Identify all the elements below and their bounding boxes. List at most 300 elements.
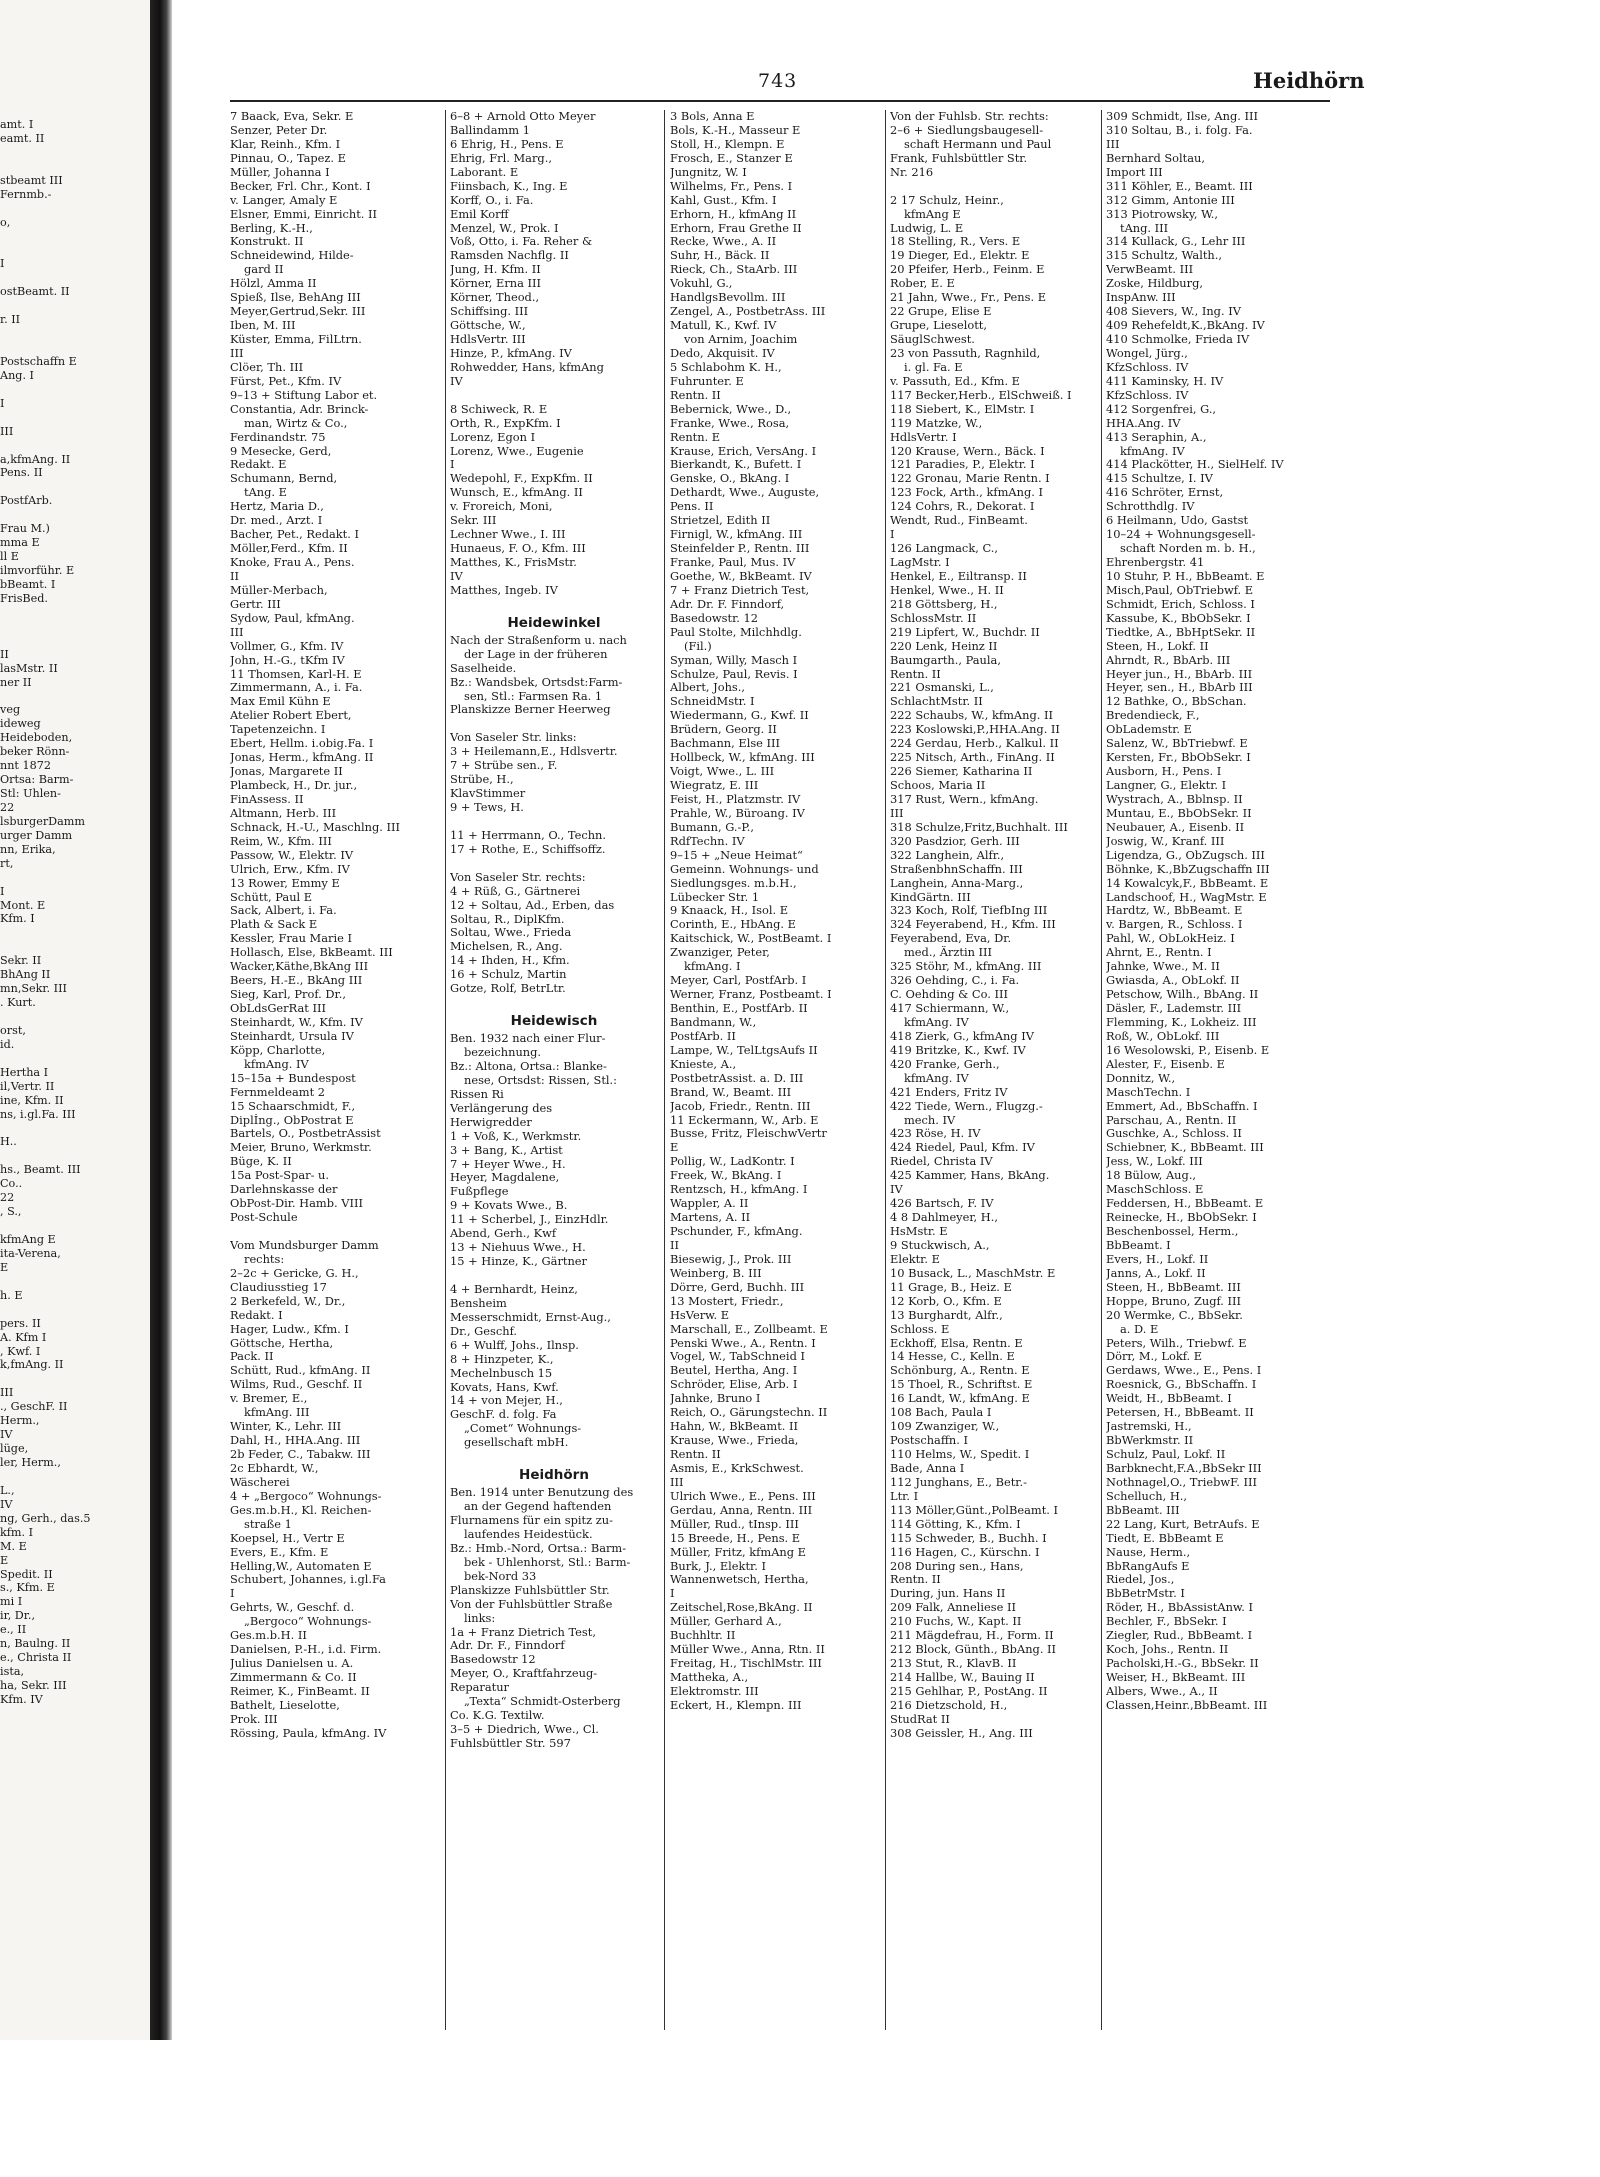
directory-entry: Fernmeldeamt 2 <box>230 1085 326 1099</box>
directory-entry: Bumann, G.-P., <box>670 820 754 834</box>
fragment-line: ilmvorführ. E <box>0 564 75 577</box>
fragment-line: kfm. I <box>0 1525 34 1539</box>
fragment-line: hs., Beamt. III <box>0 1163 81 1177</box>
directory-entry: 222 Schaubs, W., kfmAng. II <box>890 709 1053 723</box>
directory-entry: v. Froreich, Moni, <box>450 500 553 514</box>
directory-entry: Bz.: Altona, Ortsa.: Blanke- <box>450 1059 607 1073</box>
directory-entry: 208 During sen., Hans, <box>890 1559 1024 1573</box>
fragment-line: beker Rönn- <box>0 745 70 759</box>
directory-entry: Steinhardt, Ursula IV <box>230 1029 354 1043</box>
directory-entry: 2–6 + Siedlungsbaugesell- <box>890 123 1044 137</box>
directory-entry: Reparatur <box>450 1681 509 1695</box>
directory-entry: 325 Stöhr, M., kfmAng. III <box>890 960 1042 974</box>
directory-entry: 310 Soltau, B., i. folg. Fa. <box>1106 123 1253 137</box>
directory-entry: 5 Schlabohm K. H., <box>670 360 782 374</box>
directory-entry: 18 Stelling, R., Vers. E <box>890 235 1021 249</box>
directory-entry: 322 Langhein, Alfr., <box>890 848 1005 862</box>
directory-entry: Hollasch, Else, BkBeamt. III <box>230 946 393 960</box>
directory-entry: Von der Fuhlsb. Str. rechts: <box>890 110 1049 123</box>
directory-entry: Pinnau, O., Tapez. E <box>230 151 346 165</box>
directory-entry: 15–15a + Bundespost <box>230 1071 356 1085</box>
directory-entry: Von der Fuhlsbüttler Straße <box>450 1597 613 1611</box>
bottom-margin <box>0 2040 1440 2177</box>
fragment-line <box>0 508 148 522</box>
directory-entry: Tapetenzeichn. I <box>230 723 326 737</box>
directory-entry: Körner, Erna III <box>450 277 542 291</box>
fragment-line <box>0 383 148 397</box>
directory-entry: Lorenz, Egon I <box>450 430 536 444</box>
directory-entry: 10–24 + Wohnungsgesell- <box>1106 528 1256 542</box>
directory-entry: Bierkandt, K., Bufett. I <box>670 458 802 472</box>
directory-entry: Janns, A., Lokf. II <box>1106 1266 1206 1280</box>
directory-entry: Langner, G., Elektr. I <box>1106 779 1227 792</box>
directory-entry: straße 1 <box>244 1517 292 1531</box>
fragment-line: , S., <box>0 1205 22 1219</box>
directory-entry: Altmann, Herb. III <box>230 806 337 820</box>
directory-entry: Busse, Fritz, FleischwVertr <box>670 1127 827 1141</box>
directory-entry: 9 Stuckwisch, A., <box>890 1238 990 1252</box>
directory-entry: Michelsen, R., Ang. <box>450 940 563 954</box>
directory-entry: Brand, W., Beamt. III <box>670 1085 792 1099</box>
directory-entry: Pens. II <box>670 500 714 514</box>
fragment-line: orst, <box>0 1023 26 1037</box>
directory-entry: Senzer, Peter Dr. <box>230 123 328 137</box>
directory-entry: 6 + Wulff, Johs., Ilnsp. <box>450 1338 579 1352</box>
directory-entry: 10 Stuhr, P. H., BbBeamt. E <box>1106 569 1265 583</box>
directory-entry: der Lage in der früheren <box>464 647 608 661</box>
directory-entry: 411 Kaminsky, H. IV <box>1106 374 1224 388</box>
directory-entry: nese, Ortsdst: Rissen, Stl.: <box>464 1073 617 1087</box>
directory-entry: kfmAng. IV <box>904 1071 969 1085</box>
directory-entry: Suhr, H., Bäck. II <box>670 249 770 263</box>
fragment-line <box>0 1219 148 1233</box>
directory-entry: InspAnw. III <box>1106 291 1176 305</box>
directory-entry: Rentzsch, H., kfmAng. I <box>670 1183 808 1197</box>
directory-entry: Gwiasda, A., ObLokf. II <box>1106 974 1240 988</box>
directory-entry: „Comet“ Wohnungs- <box>464 1422 582 1436</box>
fragment-line: ista, <box>0 1665 25 1679</box>
directory-entry: 22 Grupe, Elise E <box>890 305 992 319</box>
directory-entry: Beschenbossel, Herm., <box>1106 1225 1239 1238</box>
directory-entry: 11 + Scherbel, J., EinzHdlr. <box>450 1213 609 1227</box>
directory-entry: Jonas, Margarete II <box>230 765 343 779</box>
directory-entry: Henkel, Wwe., H. II <box>890 583 1004 597</box>
directory-entry: Muntau, E., BbObSekr. II <box>1106 806 1252 820</box>
directory-entry: Jahnke, Wwe., M. II <box>1106 960 1220 974</box>
directory-entry: 326 Oehding, C., i. Fa. <box>890 974 1020 988</box>
fragment-line: Kfm. I <box>0 912 35 926</box>
directory-entry: Pack. II <box>230 1350 274 1364</box>
column-1 <box>230 110 442 1741</box>
directory-entry: Meyer, O., Kraftfahrzeug- <box>450 1667 598 1681</box>
directory-entry: Wedepohl, F., ExpKfm. II <box>450 472 593 486</box>
fragment-line: Fernmb.- <box>0 187 52 201</box>
directory-entry: Planskizze Fuhlsbüttler Str. <box>450 1583 610 1597</box>
column-5 <box>1106 110 1320 1713</box>
fragment-line: pers. II <box>0 1316 41 1330</box>
directory-entry: Co. K.G. Textilw. <box>450 1709 545 1723</box>
directory-entry: a. D. E <box>1120 1322 1159 1336</box>
directory-entry: Biesewig, J., Prok. III <box>670 1252 792 1266</box>
fragment-line: A. Kfm I <box>0 1330 47 1344</box>
directory-entry: RdfTechn. IV <box>670 834 745 848</box>
column-divider <box>1101 110 1102 2030</box>
directory-entry: Koch, Johs., Rentn. II <box>1106 1643 1229 1657</box>
fragment-line <box>0 926 148 940</box>
directory-entry: Zoske, Hildburg, <box>1106 277 1203 291</box>
directory-entry: Riedel, Jos., <box>1106 1573 1175 1587</box>
directory-entry: Krause, Wwe., Frieda, <box>670 1434 799 1448</box>
directory-entry: KindGärtn. III <box>890 890 971 904</box>
directory-entry: 18 Bülow, Aug., <box>1106 1169 1197 1183</box>
fragment-line: H.. <box>0 1135 17 1149</box>
directory-entry: Bachmann, Else III <box>670 737 781 751</box>
directory-entry: 219 Lipfert, W., Buchdr. II <box>890 625 1040 639</box>
directory-entry: Paul Stolte, Milchhdlg. <box>670 625 802 639</box>
fragment-line: mi I <box>0 1595 23 1609</box>
directory-entry: Hager, Ludw., Kfm. I <box>230 1322 349 1336</box>
fragment-line: Hertha I <box>0 1065 49 1079</box>
directory-entry: Ramsden Nachflg. II <box>450 249 569 263</box>
fragment-line <box>0 341 148 355</box>
directory-entry: PostbetrAssist. a. D. III <box>670 1071 804 1085</box>
directory-entry: Hardtz, W., BbBeamt. E <box>1106 904 1243 918</box>
fragment-line: s., Kfm. E <box>0 1581 55 1595</box>
directory-entry: 11 Grage, B., Heiz. E <box>890 1280 1012 1294</box>
directory-entry: I <box>890 528 895 542</box>
directory-entry: Becker, Frl. Chr., Kont. I <box>230 179 371 193</box>
directory-entry: Jess, W., Lokf. III <box>1106 1155 1203 1169</box>
directory-entry: links: <box>464 1611 496 1625</box>
directory-entry: Ludwig, L. E <box>890 221 964 235</box>
directory-entry: Gerdaws, Wwe., E., Pens. I <box>1106 1364 1262 1378</box>
directory-entry: Jastremski, H., <box>1106 1420 1192 1434</box>
directory-entry: Jacob, Friedr., Rentn. III <box>670 1099 811 1113</box>
directory-entry: 11 Thomsen, Karl-H. E <box>230 667 362 681</box>
fragment-line: ir, Dr., <box>0 1609 36 1623</box>
directory-entry: Zwanziger, Peter, <box>670 946 770 960</box>
directory-entry: Berling, K.-H., <box>230 221 313 235</box>
directory-entry: Kovats, Hans, Kwf. <box>450 1380 559 1394</box>
directory-entry: 112 Junghans, E., Betr.- <box>890 1475 1027 1489</box>
directory-entry: 2 17 Schulz, Heinr., <box>890 193 1004 207</box>
fragment-line: Ortsa: Barm- <box>0 773 74 787</box>
directory-entry: Roß, W., ObLokf. III <box>1106 1029 1220 1043</box>
directory-entry: Ausborn, H., Pens. I <box>1106 765 1222 779</box>
directory-entry: MaschSchloss. E <box>1106 1183 1204 1197</box>
fragment-line: Stl: Uhlen- <box>0 787 61 800</box>
directory-entry: 424 Riedel, Paul, Kfm. IV <box>890 1141 1035 1155</box>
directory-entry: 6–8 + Arnold Otto Meyer <box>450 110 596 123</box>
directory-entry: Herwigredder <box>450 1115 532 1129</box>
directory-entry: Wongel, Jürg., <box>1106 346 1188 360</box>
fragment-line: nnt 1872 <box>0 759 51 773</box>
fragment-line: ng, Gerh., das.5 <box>0 1511 91 1525</box>
fragment-line: Pens. II <box>0 466 43 480</box>
directory-entry: C. Oehding & Co. III <box>890 988 1009 1002</box>
directory-entry: Weinberg, B. III <box>670 1266 762 1280</box>
directory-entry: KlavStimmer <box>450 787 526 801</box>
directory-entry: 16 + Schulz, Martin <box>450 968 567 982</box>
directory-entry: Bredendieck, F., <box>1106 709 1200 723</box>
directory-entry: Basedowstr 12 <box>450 1653 536 1667</box>
street-heading: Heidhörn <box>519 1467 589 1484</box>
directory-entry: Elsner, Emmi, Einricht. II <box>230 207 378 221</box>
directory-entry: MaschTechn. I <box>1106 1085 1191 1099</box>
directory-entry: Vollmer, G., Kfm. IV <box>230 639 344 653</box>
edge-dark-block <box>1440 0 1600 2177</box>
fragment-line: ine, Kfm. II <box>0 1093 64 1107</box>
directory-entry: I <box>450 458 455 472</box>
directory-entry: Syman, Willy, Masch I <box>670 653 798 667</box>
directory-entry: Bols, K.-H., Masseur E <box>670 123 801 137</box>
fragment-line: II <box>0 647 9 661</box>
directory-entry: 15 Breede, H., Pens. E <box>670 1531 801 1545</box>
directory-entry: laufendes Heidestück. <box>464 1527 593 1541</box>
directory-entry: 122 Gronau, Marie Rentn. I <box>890 472 1050 486</box>
directory-entry: Knieste, A., <box>670 1057 737 1071</box>
directory-entry: Dörr, M., Lokf. E <box>1106 1350 1203 1364</box>
directory-entry: Neubauer, A., Eisenb. II <box>1106 820 1245 834</box>
directory-entry: 224 Gerdau, Herb., Kalkul. II <box>890 737 1059 751</box>
directory-entry: II <box>670 1238 679 1252</box>
directory-entry: Hollbeck, W., kfmAng. III <box>670 751 815 765</box>
directory-entry: Schröder, Elise, Arb. I <box>670 1378 798 1392</box>
directory-entry: Bernhard Soltau, <box>1106 151 1206 165</box>
directory-entry: 410 Schmolke, Frieda IV <box>1106 333 1250 346</box>
directory-entry: 7 + Franz Dietrich Test, <box>670 583 810 597</box>
directory-entry: Siedlungsges. m.b.H., <box>670 876 797 890</box>
fragment-line: stbeamt III <box>0 173 63 187</box>
fragment-line: ostBeamt. II <box>0 285 70 299</box>
directory-entry: Hertz, Maria D., <box>230 500 324 514</box>
directory-entry: gesellschaft mbH. <box>464 1436 569 1450</box>
directory-entry: 120 Krause, Wern., Bäck. I <box>890 444 1045 458</box>
directory-entry: Nothnagel,O., TriebwF. III <box>1106 1475 1258 1489</box>
directory-entry: 7 Baack, Eva, Sekr. E <box>230 110 354 123</box>
directory-entry: „Texta“ Schmidt-Osterberg <box>464 1695 621 1709</box>
directory-entry: Jonas, Herm., kfmAng. II <box>230 751 374 765</box>
directory-entry: Nach der Straßenform u. nach <box>450 633 627 647</box>
fragment-line <box>0 327 148 341</box>
directory-entry: von Arnim, Joachim <box>684 333 798 346</box>
directory-entry: Passow, W., Elektr. IV <box>230 848 354 862</box>
directory-entry: BbRangAufs E <box>1106 1559 1190 1573</box>
fragment-line: , Kwf. I <box>0 1344 41 1358</box>
fragment-line: Frau M.) <box>0 522 50 536</box>
directory-entry: Schloss. E <box>890 1322 950 1336</box>
directory-entry: Evers, E., Kfm. E <box>230 1545 329 1559</box>
directory-entry: Nr. 216 <box>890 165 934 179</box>
directory-entry: Lorenz, Wwe., Eugenie <box>450 444 584 458</box>
directory-entry: Rissen Ri <box>450 1087 504 1101</box>
directory-entry: 14 + Ihden, H., Kfm. <box>450 954 570 968</box>
directory-entry: Joswig, W., Kranf. III <box>1106 834 1225 848</box>
directory-entry: Eckert, H., Klempn. III <box>670 1698 802 1712</box>
fragment-line: ha, Sekr. III <box>0 1679 67 1692</box>
fragment-line: Mont. E <box>0 898 46 912</box>
directory-entry: 121 Paradies, P., Elektr. I <box>890 458 1035 472</box>
column-divider <box>445 110 446 2030</box>
street-heading: Heidewisch <box>510 1013 598 1030</box>
directory-entry: Bacher, Pet., Redakt. I <box>230 528 360 542</box>
directory-entry: GeschF. d. folg. Fa <box>450 1408 557 1422</box>
column-divider <box>885 110 886 2030</box>
directory-entry: Mechelnbusch 15 <box>450 1366 553 1380</box>
fragment-line: e., Christa II <box>0 1651 72 1665</box>
directory-entry: 2b Feder, C., Tabakw. III <box>230 1448 371 1461</box>
directory-entry: Iben, M. III <box>230 319 296 333</box>
fragment-line: FrisBed. <box>0 591 48 605</box>
directory-entry: 15a Post-Spar- u. <box>230 1169 329 1183</box>
fragment-line: PostfArb. <box>0 494 53 508</box>
directory-entry: 12 Bathke, O., BbSchan. <box>1106 695 1247 709</box>
directory-entry: 308 Geissler, H., Ang. III <box>890 1726 1033 1740</box>
directory-entry: 413 Seraphin, A., <box>1106 430 1207 444</box>
directory-entry: 114 Götting, K., Kfm. I <box>890 1517 1021 1531</box>
directory-entry: Danielsen, P.-H., i.d. Firm. <box>230 1643 382 1657</box>
directory-entry: 9 Knaack, H., Isol. E <box>670 904 789 918</box>
fragment-line <box>0 940 148 954</box>
directory-entry: Müller, Johanna I <box>230 165 330 179</box>
directory-entry: Kaitschick, W., PostBeamt. I <box>670 932 832 946</box>
directory-entry: Fußpflege <box>450 1185 509 1199</box>
directory-entry: Salenz, W., BbTriebwf. E <box>1106 737 1248 751</box>
directory-entry: 9 + Tews, H. <box>450 801 524 814</box>
fragment-line <box>0 243 148 257</box>
directory-entry: III <box>230 346 244 360</box>
directory-entry: Matull, K., Kwf. IV <box>670 319 777 333</box>
directory-entry: 3–5 + Diedrich, Wwe., Cl. <box>450 1723 599 1737</box>
directory-entry: Weidt, H., BbBeamt. I <box>1106 1392 1232 1406</box>
directory-entry: Bathelt, Lieselotte, <box>230 1698 340 1712</box>
directory-entry: Wiegratz, E. III <box>670 779 759 792</box>
directory-entry: 318 Schulze,Fritz,Buchhalt. III <box>890 820 1068 834</box>
directory-entry: 13 Mostert, Friedr., <box>670 1294 784 1308</box>
directory-entry: Gertr. III <box>230 597 281 611</box>
directory-entry: Reim, W., Kfm. III <box>230 834 332 848</box>
directory-entry: Rössing, Paula, kfmAng. IV <box>230 1726 387 1740</box>
directory-entry: 15 Schaarschmidt, F., <box>230 1099 356 1113</box>
directory-entry: E <box>670 1141 679 1155</box>
directory-entry: Abend, Gerh., Kwf <box>450 1227 557 1241</box>
fragment-line: r. II <box>0 313 21 327</box>
directory-entry: Schumann, Bernd, <box>230 472 338 486</box>
directory-entry: Tiedtke, A., BbHptSekr. II <box>1106 625 1256 639</box>
directory-entry: Wacker,Käthe,BkAng III <box>230 960 369 974</box>
fragment-line: n, Baulng. II <box>0 1637 71 1651</box>
directory-entry: VerwBeamt. III <box>1106 263 1194 277</box>
directory-entry: Rentn. II <box>890 667 941 681</box>
directory-entry: Ligendza, G., ObZugsch. III <box>1106 848 1265 862</box>
directory-entry: Feist, H., Platzmstr. IV <box>670 792 801 806</box>
directory-entry: Wäscherei <box>230 1475 290 1489</box>
directory-entry: 22 Lang, Kurt, BetrAufs. E <box>1106 1517 1260 1531</box>
fragment-line <box>0 1052 148 1066</box>
directory-entry: Bechler, F., BbSekr. I <box>1106 1615 1227 1629</box>
directory-entry: During, jun. Hans II <box>890 1587 1006 1601</box>
directory-entry: 317 Rust, Wern., kfmAng. <box>890 792 1039 806</box>
directory-entry: Sydow, Paul, kfmAng. <box>230 611 355 625</box>
fragment-line: Spedit. II <box>0 1567 53 1581</box>
directory-entry: 315 Schultz, Walth., <box>1106 249 1222 263</box>
fragment-line: bBeamt. I <box>0 577 56 591</box>
directory-entry: Ltr. I <box>890 1489 919 1503</box>
fragment-line: BhAng II <box>0 968 51 982</box>
directory-entry: BbWerkmstr. II <box>1106 1434 1194 1448</box>
directory-entry: Schneidewind, Hilde- <box>230 249 354 263</box>
directory-entry: 408 Sievers, W., Ing. IV <box>1106 305 1241 319</box>
directory-entry: Krause, Erich, VersAng. I <box>670 444 817 458</box>
directory-entry: Plambeck, H., Dr. jur., <box>230 779 358 792</box>
directory-entry: Kahl, Gust., Kfm. I <box>670 193 777 207</box>
directory-entry: Schmidt, Erich, Schloss. I <box>1106 597 1255 611</box>
fragment-line: Ang. I <box>0 368 34 382</box>
directory-entry: 2 Berkefeld, W., Dr., <box>230 1294 346 1308</box>
directory-entry: 213 Stut, R., KlavB. II <box>890 1657 1017 1671</box>
fragment-line: I <box>0 884 5 898</box>
directory-entry: Freitag, H., TischlMstr. III <box>670 1657 822 1671</box>
directory-entry: 12 + Soltau, Ad., Erben, das <box>450 898 615 912</box>
directory-entry: Ges.m.b.H., Kl. Reichen- <box>230 1503 372 1517</box>
fragment-line <box>0 202 148 216</box>
directory-entry: Klar, Reinh., Kfm. I <box>230 137 341 151</box>
directory-entry: Reimer, K., FinBeamt. II <box>230 1684 370 1698</box>
directory-entry: 420 Franke, Gerh., <box>890 1057 1000 1071</box>
fragment-line: nn, Erika, <box>0 842 56 856</box>
directory-entry: Bartels, O., PostbetrAssist <box>230 1127 381 1141</box>
directory-entry: an der Gegend haftenden <box>464 1500 612 1514</box>
directory-entry: SäuglSchwest. <box>890 333 975 346</box>
directory-entry: Verlängerung des <box>450 1101 553 1115</box>
directory-entry: Dedo, Akquisit. IV <box>670 346 775 360</box>
directory-entry: 209 Falk, Anneliese II <box>890 1601 1016 1615</box>
directory-entry <box>450 1269 658 1283</box>
directory-entry: 8 Schiweck, R. E <box>450 402 548 416</box>
fragment-line: Sekr. II <box>0 954 42 968</box>
fragment-line <box>0 146 148 160</box>
directory-entry: Julius Danielsen u. A. <box>230 1657 354 1671</box>
directory-entry: Müller, Rud., tInsp. III <box>670 1517 799 1531</box>
directory-entry: Max Emil Kühn E <box>230 695 331 709</box>
directory-entry: Helling,W., Automaten E <box>230 1559 372 1573</box>
directory-entry: Vokuhl, G., <box>670 277 733 291</box>
directory-entry: Orth, R., ExpKfm. I <box>450 416 561 430</box>
directory-entry: Knoke, Frau A., Pens. <box>230 556 355 569</box>
directory-entry: Basedowstr. 12 <box>670 611 758 625</box>
directory-entry: Stoll, H., Klempn. E <box>670 137 785 151</box>
directory-entry: III <box>230 625 244 639</box>
directory-entry: 311 Köhler, E., Beamt. III <box>1106 179 1253 193</box>
directory-entry: Classen,Heinr.,BbBeamt. III <box>1106 1698 1268 1712</box>
directory-entry: I <box>230 1587 235 1601</box>
fragment-line: Herm., <box>0 1414 40 1428</box>
directory-entry: bezeichnung. <box>464 1046 542 1059</box>
directory-entry: Heyer, sen., H., BbArb III <box>1106 681 1253 695</box>
header-rule <box>230 100 1330 102</box>
directory-entry: bek-Nord 33 <box>464 1569 537 1583</box>
directory-entry: Prok. III <box>230 1712 278 1726</box>
directory-entry: 313 Piotrowsky, W., <box>1106 207 1219 221</box>
directory-entry: 118 Siebert, K., ElMstr. I <box>890 402 1035 416</box>
directory-entry: Nause, Herm., <box>1106 1545 1191 1559</box>
directory-entry: 11 Eckermann, W., Arb. E <box>670 1113 819 1127</box>
directory-entry: Fuhlsbüttler Str. 597 <box>450 1737 571 1750</box>
directory-entry: rechts: <box>244 1252 285 1266</box>
directory-entry: Ballindamm 1 <box>450 123 530 137</box>
directory-entry: Pacholski,H.-G., BbSekr. II <box>1106 1657 1259 1671</box>
directory-entry: gard II <box>244 263 284 277</box>
